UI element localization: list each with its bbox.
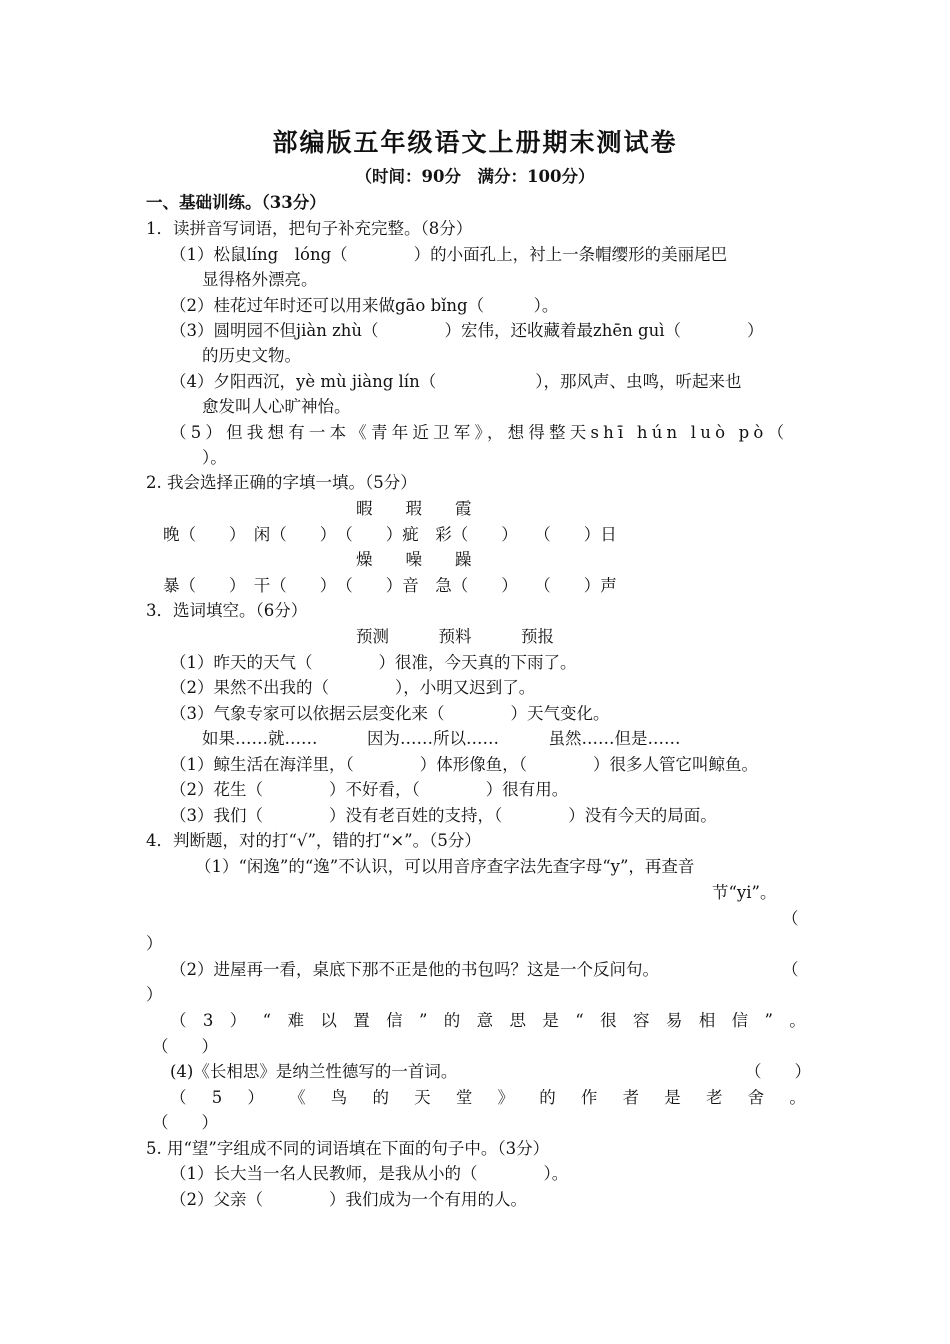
q4-item-glyph: 相 <box>698 1011 716 1030</box>
q4-item-glyph: 。 <box>789 1088 806 1107</box>
q4-item-glyph: 《 <box>289 1088 306 1107</box>
q4-item: (4)《长相思》是纳兰性德写的一首词。 <box>170 1062 458 1081</box>
q5-heading: 5. 用“望”字组成不同的词语填在下面的句子中。（3分） <box>146 1139 550 1158</box>
q1-line: （2）桂花过年时还可以用来做gāo bǐng（ ）。 <box>170 296 559 315</box>
q1-line: （3）圆明园不但jiàn zhù（ ）宏伟，还收藏着最zhēn guì（ ） <box>170 321 764 340</box>
q1-heading: 1．读拼音写词语，把句子补充完整。（8分） <box>146 219 473 238</box>
q4-item-glyph: 信 <box>731 1011 749 1030</box>
q4-answer-paren: （ <box>782 909 799 928</box>
q4-item-glyph: ” <box>418 1011 428 1030</box>
q3-line: （3）气象专家可以依据云层变化来（ ）天气变化。 <box>170 704 610 723</box>
q1-line: （4）夕阳西沉，yè mù jiàng lín（ ），那风声、虫鸣，听起来也 <box>170 372 742 391</box>
q4-item-glyph: 者 <box>622 1088 640 1107</box>
q4-item-glyph: 容 <box>632 1011 650 1030</box>
q3-line: （3）我们（ ）没有老百姓的支持，（ ）没有今天的局面。 <box>170 806 717 825</box>
q4-answer-paren: （ ） <box>152 1113 218 1132</box>
q4-item-glyph: 舍 <box>747 1088 765 1107</box>
q4-item-glyph: 鸟 <box>330 1088 348 1107</box>
q4-item-glyph: 》 <box>497 1088 514 1107</box>
q4-item-glyph: 意 <box>476 1011 494 1030</box>
q3-line: （2）花生（ ）不好看，（ ）很有用。 <box>170 780 569 799</box>
q4-item: （1）“闲逸”的“逸”不认识，可以用音序查字法先查字母“y”，再查音 <box>195 857 695 876</box>
q3-line: （1）鲸生活在海洋里，（ ）体形像鱼，（ ）很多人管它叫鲸鱼。 <box>170 755 758 774</box>
q3-word-options: 预测 预料 预报 <box>356 627 554 646</box>
q5-line: （2）父亲（ ）我们成为一个有用的人。 <box>170 1190 527 1209</box>
q1-line: （1）松鼠líng lóng（ ）的小面孔上，衬上一条帽缨形的美丽尾巴 <box>170 245 728 264</box>
q4-item-glyph: 是 <box>664 1088 681 1107</box>
q5-line: （1）长大当一名人民教师，是我从小的（ ）。 <box>170 1164 569 1183</box>
q4-item-glyph: 的 <box>443 1011 461 1030</box>
q4-answer-paren: （ <box>782 960 799 979</box>
q4-item-glyph: 的 <box>539 1088 556 1107</box>
q4-answer-paren: （ ） <box>152 1037 218 1056</box>
q3-heading: 3．选词填空。（6分） <box>146 601 308 620</box>
q4-item-glyph: “ <box>262 1011 272 1030</box>
q2-fill-row: 晚（ ） 闲（ ） （ ）疵 彩（ ） （ ）日 <box>163 525 617 544</box>
q4-item-justified <box>170 1010 806 1032</box>
q4-item-glyph: 信 <box>386 1011 403 1030</box>
q1-line: 愈发叫人心旷神怡。 <box>202 397 351 416</box>
q4-item-glyph: ） <box>247 1088 264 1107</box>
q3-conjunction-options: 如果……就…… 因为……所以…… 虽然……但是…… <box>202 729 681 748</box>
q4-item-glyph: 易 <box>665 1011 683 1030</box>
q4-item: 节“yi”。 <box>712 883 777 902</box>
q4-item-glyph: ” <box>764 1011 773 1030</box>
q2-char-options: 暇 瑕 霞 <box>356 499 472 518</box>
q3-line: （2）果然不出我的（ ），小明又迟到了。 <box>170 678 536 697</box>
q4-answer-paren: ） <box>146 985 163 1004</box>
q4-answer-paren: ） <box>146 934 163 953</box>
q1-line: 显得格外漂亮。 <box>202 270 318 289</box>
q4-item-glyph: （ <box>170 1088 187 1107</box>
q4-item-glyph: （ <box>170 1011 187 1030</box>
q4-item-glyph: “ <box>575 1011 584 1030</box>
page-title: 部编版五年级语文上册期末测试卷 <box>272 128 678 157</box>
q3-line: （1）昨天的天气（ ）很准，今天真的下雨了。 <box>170 653 577 672</box>
q4-item: （2）进屋再一看，桌底下那不正是他的书包吗？这是一个反问句。 <box>170 960 659 979</box>
section-heading: 一、基础训练。（33分） <box>146 193 326 212</box>
q2-char-options: 燥 噪 躁 <box>356 550 472 569</box>
q4-item-glyph: 老 <box>705 1088 723 1107</box>
q4-item-glyph: 作 <box>580 1088 598 1107</box>
q2-fill-row: 暴（ ） 干（ ） （ ）音 急（ ） （ ）声 <box>163 576 617 595</box>
q4-item-justified <box>170 1087 806 1109</box>
q2-heading: 2. 我会选择正确的字填一填。（5分） <box>146 473 417 492</box>
q1-line: 的历史文物。 <box>202 346 301 365</box>
q4-item-glyph: 以 <box>320 1011 337 1030</box>
q4-item-glyph: 是 <box>542 1011 559 1030</box>
q4-item-glyph: 5 <box>211 1088 223 1107</box>
q4-heading: 4．判断题，对的打“√”，错的打“×”。（5分） <box>146 831 481 850</box>
q4-item-glyph: 的 <box>372 1088 389 1107</box>
q4-item-glyph: 堂 <box>455 1088 473 1107</box>
q4-item-glyph: 思 <box>509 1011 526 1030</box>
q4-item-glyph: 3 <box>202 1011 214 1030</box>
q1-line: （5）但我想有一本《青年近卫军》，想得整天shī hún luò pò（ <box>170 423 789 442</box>
page-subtitle: （时间：90分 满分：100分） <box>355 167 595 186</box>
q4-item-glyph: ） <box>229 1011 247 1030</box>
q4-item-glyph: 。 <box>789 1011 806 1030</box>
q4-item-glyph: 置 <box>353 1011 370 1030</box>
q4-answer-paren: （ ） <box>745 1062 811 1081</box>
q4-item-glyph: 很 <box>600 1011 617 1030</box>
q4-item-glyph: 难 <box>287 1011 304 1030</box>
q1-line: ）。 <box>202 448 227 467</box>
q4-item-glyph: 天 <box>414 1088 431 1107</box>
